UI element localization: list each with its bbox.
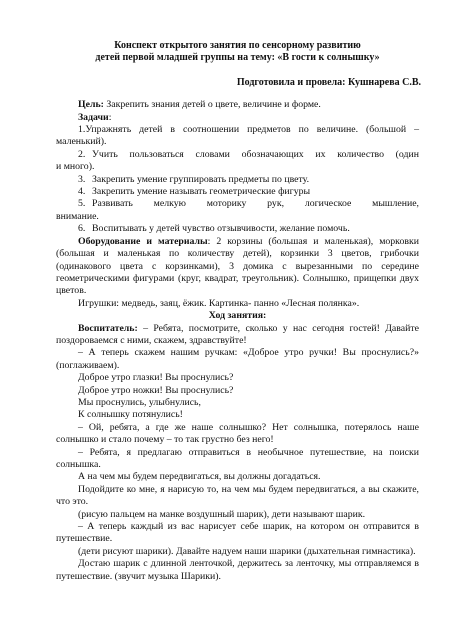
hands-paragraph: – А теперь скажем нашим ручкам: «Доброе утро ручки! Вы проснулись?» (поглаживаем).: [56, 347, 419, 371]
equipment-text: : 2 корзины (большая и маленькая), морковки (большая и маленькая по количеству детей), корзинки 3 цветов, грибочки (одинакового цвета с корзинками), 3 домика с вырезанными по середине геометрическими фигурами (круг, квадрат, треугольник). Солнышко, прищепки двух цветов.: [56, 235, 419, 297]
verse-line-4: К солнышку потянулись!: [78, 409, 183, 421]
task-1-line-2: маленький).: [56, 136, 107, 148]
toys-paragraph: Игрушки: медведь, заяц, ёжик. Картинка- панно «Лесная полянка».: [78, 297, 360, 309]
task-6: 6. Воспитывать у детей чувство отзывчивости, желание помочь.: [78, 223, 350, 235]
ribbon-paragraph: Достаю шарик с длинной ленточкой, держитесь за ленточку, мы отправляемся в путешествие. (звучит музыка Шарики).: [56, 558, 419, 582]
lesson-heading: Ход занятия:: [208, 310, 267, 322]
equipment-label: Оборудование и материалы: [78, 235, 208, 247]
teacher-text: – Ребята, посмотрите, сколько у нас сегодня гостей! Давайте поздороваемся с ними, скажем, здравствуйте!: [56, 322, 419, 346]
verse-line-1: Доброе утро глазки! Вы проснулись?: [78, 372, 234, 384]
tasks-heading: Задачи:: [78, 111, 112, 123]
equipment-paragraph: [56, 236, 419, 298]
task-1-line-1: 1.Упражнять детей в соотношении предметов по величине. (большой –: [78, 124, 419, 136]
task-2: 2. Учить пользоваться словами обозначающих их количество (один: [78, 148, 419, 160]
author-line: Подготовила и провела: Кушнарева С.В.: [236, 76, 421, 88]
task-3: 3. Закрепить умение группировать предметы по цвету.: [78, 173, 310, 185]
tasks-label: Задачи: [78, 111, 109, 123]
each-balloon-paragraph: – А теперь каждый из вас нарисует себе шарик, на котором он отправится в путешествие.: [56, 521, 419, 545]
teacher-paragraph: [56, 323, 419, 348]
goal-text: Закрепить знания детей о цвете, величине и форме.: [103, 99, 321, 111]
lost-sun-paragraph: – Ой, ребята, а где же наше солнышко? Нет солнышка, потерялось наше солнышко и стало почему – то так грустно без него!: [56, 421, 419, 446]
title-line-2: детей первой младшей группы на тему: «В гости к солнышку»: [95, 52, 380, 64]
verse-line-2: Доброе утро ножки! Вы проснулись?: [78, 384, 234, 396]
draw-paragraph: (рисую пальцем на манке воздушный шарик), дети называют шарик.: [78, 508, 366, 520]
title-line-1: Конспект открытого занятия по сенсорному развитию: [114, 40, 361, 51]
kids-draw-paragraph: (дети рисуют шарики). Давайте надуем наши шарики (дыхательная гимнастика).: [78, 545, 416, 557]
goal-label: Цель:: [78, 99, 104, 111]
come-paragraph: Подойдите ко мне, я нарисую то, на чем мы будем передвигаться, а вы скажите, что это.: [56, 483, 419, 508]
goal-paragraph: [56, 99, 419, 111]
how-move-paragraph: А на чем мы будем передвигаться, вы должны догадаться.: [78, 471, 321, 483]
teacher-label: Воспитатель:: [78, 322, 138, 334]
task-2-line-2: и много).: [56, 161, 95, 173]
task-5-line-2: внимание.: [56, 210, 99, 222]
trip-paragraph: – Ребята, я предлагаю отправиться в необычное путешествие, на поиски солнышка.: [56, 446, 419, 470]
task-4: 4. Закрепить умение называть геометрические фигуры: [78, 186, 311, 198]
verse-line-3: Мы проснулись, улыбнулись,: [78, 396, 201, 408]
task-5: 5. Развивать мелкую моторику рук, логическое мышление,: [78, 198, 419, 210]
document-title: [56, 40, 419, 65]
